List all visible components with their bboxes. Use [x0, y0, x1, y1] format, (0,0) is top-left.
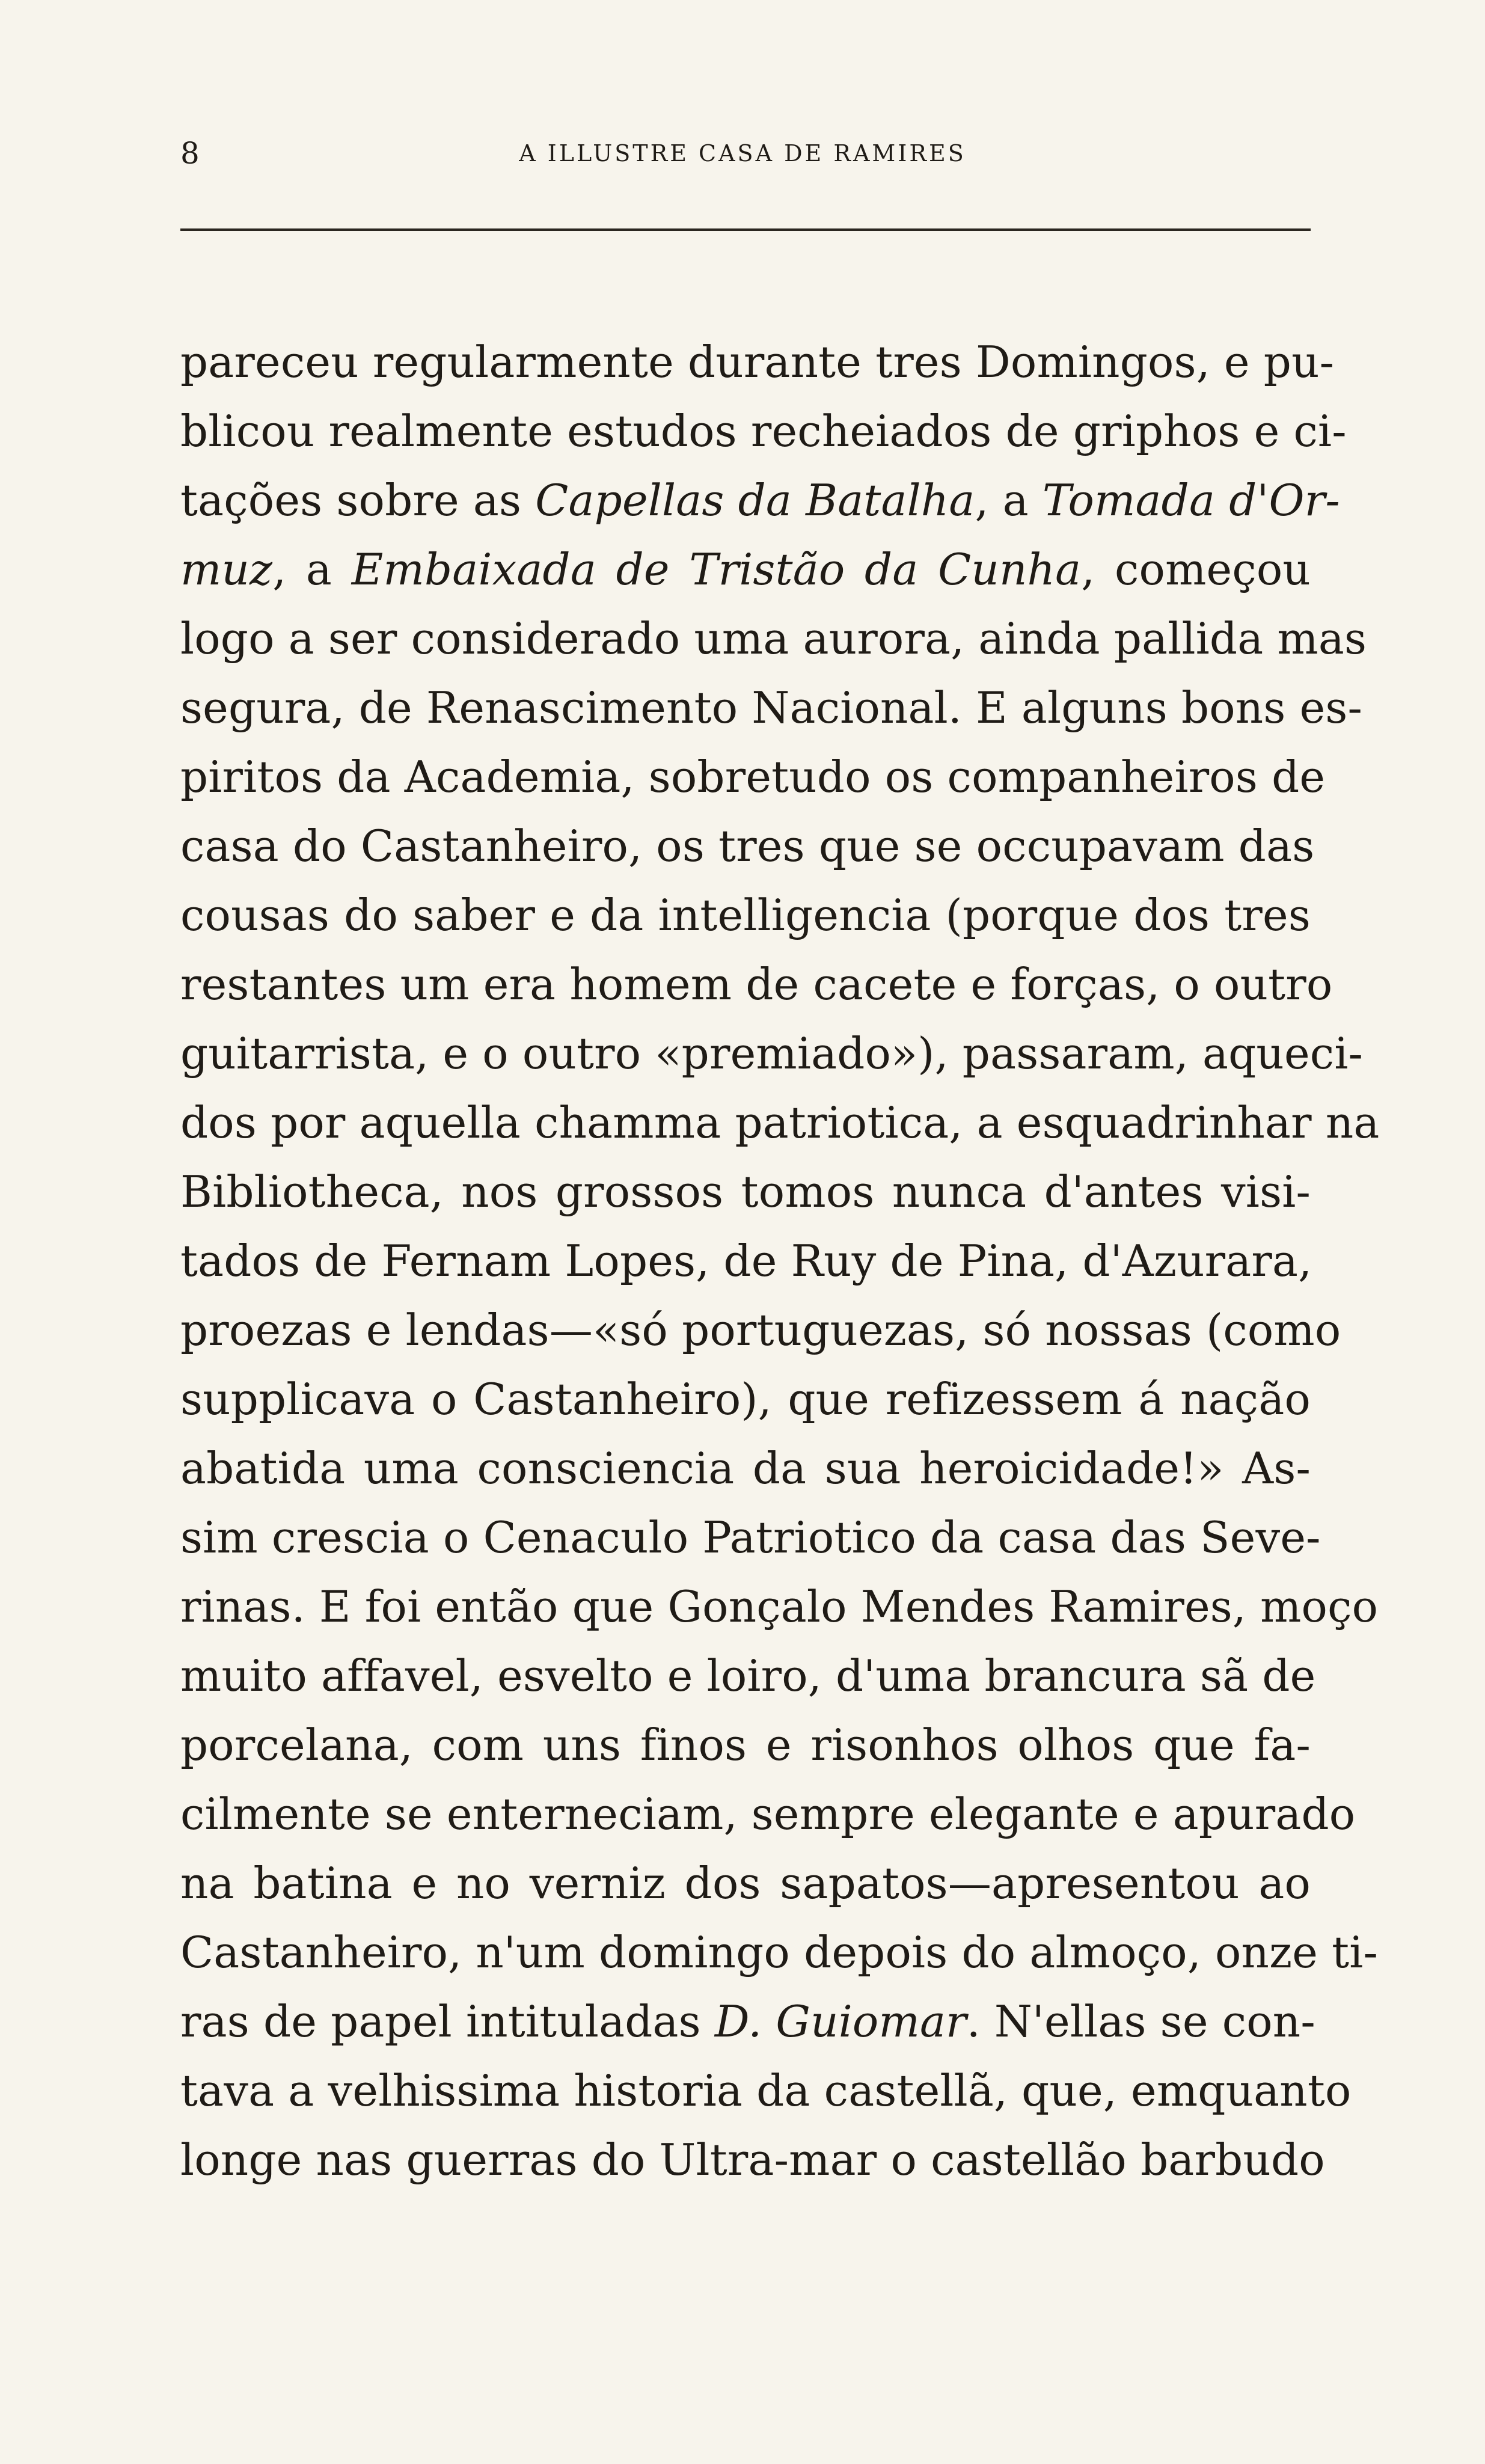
text-segment: logo a ser considerado uma aurora, ainda pallida mas: [180, 613, 1367, 664]
italic-title-text: Embaixada de Tristão da Cunha: [351, 544, 1082, 595]
text-line: [180, 604, 1367, 673]
text-line: [180, 466, 1340, 535]
italic-title-text: muz: [180, 544, 273, 595]
text-segment: casa do Castanheiro, os tres que se occupavam das: [180, 821, 1315, 871]
text-line: [180, 1019, 1364, 1088]
text-segment: pareceu regularmente durante tres Domingos, e pu-: [180, 337, 1335, 387]
running-title: A ILLUSTRE CASA DE RAMIRES: [519, 140, 966, 167]
text-line: [180, 1849, 1311, 1918]
text-line: [180, 1088, 1380, 1157]
text-line: [180, 1503, 1321, 1572]
italic-title-text: D. Guiomar: [714, 1996, 967, 2047]
text-line: [180, 328, 1335, 397]
text-line: [180, 743, 1326, 812]
text-segment: porcelana, com uns finos e risonhos olhos que fa-: [180, 1720, 1311, 1770]
text-line: [180, 1572, 1379, 1641]
text-segment: , começou: [1081, 544, 1311, 595]
text-segment: rinas. E foi então que Gonçalo Mendes Ramires, moço: [180, 1581, 1379, 1632]
text-segment: abatida uma consciencia da sua heroicidade!» As-: [180, 1443, 1311, 1494]
text-line: [180, 1296, 1341, 1365]
text-segment: restantes um era homem de cacete e forças, o outro: [180, 959, 1333, 1010]
text-segment: segura, de Renascimento Nacional. E alguns bons es-: [180, 682, 1363, 733]
text-segment: sim crescia o Cenaculo Patriotico da casa das Seve-: [180, 1512, 1321, 1563]
text-segment: blicou realmente estudos recheiados de griphos e ci-: [180, 406, 1347, 456]
text-line: [180, 1780, 1356, 1849]
text-line: [180, 1434, 1311, 1503]
text-segment: Castanheiro, n'um domingo depois do almoço, onze ti-: [180, 1927, 1379, 1978]
text-line: [180, 2056, 1352, 2125]
text-line: [180, 1711, 1311, 1780]
text-line: [180, 1641, 1316, 1711]
italic-title-text: Tomada d'Or-: [1042, 475, 1340, 526]
text-line: [180, 535, 1311, 604]
body-text: [180, 328, 1380, 2195]
text-segment: . N'ellas se con-: [966, 1996, 1315, 2047]
text-segment: guitarrista, e o outro «premiado»), passaram, aqueci-: [180, 1028, 1364, 1079]
text-line: [180, 1987, 1315, 2056]
text-segment: tava a velhissima historia da castellã, que, emquanto: [180, 2065, 1352, 2116]
text-segment: muito affavel, esvelto e loiro, d'uma brancura sã de: [180, 1650, 1316, 1701]
page-header: [180, 135, 1305, 183]
text-line: [180, 812, 1315, 881]
text-line: [180, 1365, 1311, 1434]
page-number: 8: [180, 136, 200, 171]
text-segment: tações sobre as: [180, 475, 536, 526]
italic-title-text: Capellas da Batalha: [535, 475, 975, 526]
text-line: [180, 1227, 1311, 1296]
text-line: [180, 881, 1311, 950]
text-segment: longe nas guerras do Ultra-mar o castellão barbudo: [180, 2135, 1325, 2185]
text-segment: dos por aquella chamma patriotica, a esquadrinhar na: [180, 1097, 1380, 1148]
text-line: [180, 673, 1363, 743]
text-segment: , a: [975, 475, 1043, 526]
text-line: [180, 2125, 1325, 2195]
text-line: [180, 950, 1333, 1019]
text-segment: ras de papel intituladas: [180, 1996, 715, 2047]
text-segment: piritos da Academia, sobretudo os companheiros de: [180, 752, 1326, 802]
text-segment: supplicava o Castanheiro), que refizessem á nação: [180, 1374, 1311, 1424]
text-line: [180, 1918, 1379, 1987]
text-segment: cilmente se enterneciam, sempre elegante e apurado: [180, 1789, 1356, 1839]
text-line: [180, 397, 1347, 466]
text-segment: na batina e no verniz dos sapatos—apresentou ao: [180, 1858, 1311, 1908]
text-segment: , a: [272, 544, 352, 595]
text-segment: Bibliotheca, nos grossos tomos nunca d'antes visi-: [180, 1166, 1311, 1217]
text-segment: proezas e lendas—«só portuguezas, só nossas (como: [180, 1305, 1341, 1355]
text-line: [180, 1157, 1311, 1227]
text-segment: tados de Fernam Lopes, de Ruy de Pina, d'Azurara,: [180, 1236, 1312, 1286]
header-rule: [180, 228, 1311, 231]
text-segment: cousas do saber e da intelligencia (porque dos tres: [180, 890, 1311, 940]
